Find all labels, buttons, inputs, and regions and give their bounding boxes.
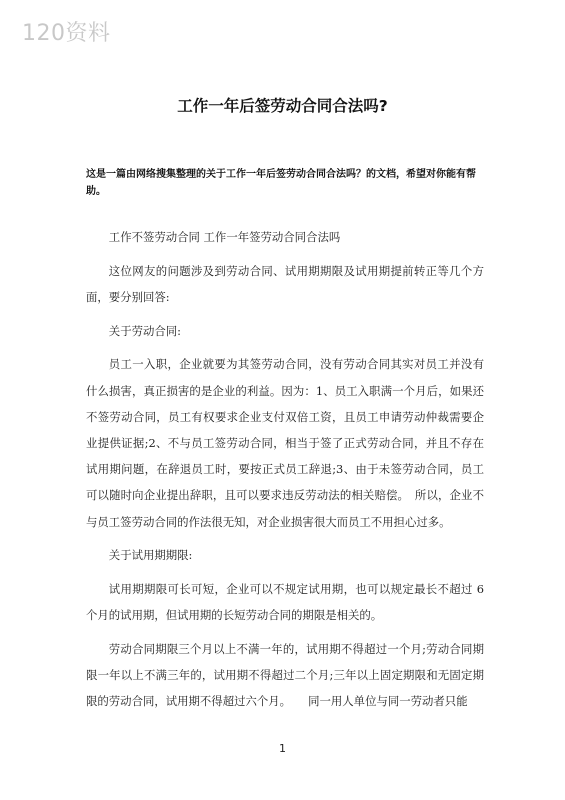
- document-intro: 这是一篇由网络搜集整理的关于工作一年后签劳动合同合法吗？的文档，希望对你能有帮助。: [86, 169, 476, 197]
- paragraph-question: 这位网友的问题涉及到劳动合同、试用期期限及试用期提前转正等几个方面，要分别回答:: [86, 263, 484, 304]
- document-body: [86, 224, 484, 722]
- page-number: 1: [279, 742, 286, 755]
- document-title: 工作一年后签劳动合同合法吗?: [177, 97, 388, 115]
- watermark: 120资料: [22, 21, 111, 46]
- paragraph-probation-limits: 劳动合同期限三个月以上不满一年的，试用期不得超过一个月;劳动合同期限一年以上不满三年的，试用期不得超过二个月;三年以上固定期限和无固定期限的劳动合同，试用期不得超过六个月。 同一用人单位与同一劳动者只能: [86, 641, 484, 709]
- paragraph-contract-detail: 员工一入职，企业就要为其签劳动合同，没有劳动合同其实对员工并没有什么损害，真正损害的是企业的利益。因为：1、员工入职满一个月后，如果还不签劳动合同，员工有权要求企业支付双倍工资，且员工申请劳动仲裁需要企业提供证据;2、不与员工签劳动合同，相当于签了正式劳动合同，并且不存在试用期问题，在辞退员工时，要按正式员工辞退;3、由于未签劳动合同，员工可以随时向企业提出辞职，且可以要求违反劳动法的相关赔偿。 所以，企业不与员工签劳动合同的作法很无知，对企业损害很大而员工不用担心过多。: [86, 357, 484, 529]
- paragraph-probation-detail: 试用期期限可长可短，企业可以不规定试用期，也可以规定最长不超过 6 个月的试用期，但试用期的长短劳动合同的期限是相关的。: [86, 581, 484, 623]
- paragraph-heading-probation: 关于试用期期限:: [108, 548, 193, 563]
- paragraph-subtitle: 工作不签劳动合同 工作一年签劳动合同合法吗: [108, 230, 341, 244]
- paragraph-heading-contract: 关于劳动合同:: [108, 323, 181, 338]
